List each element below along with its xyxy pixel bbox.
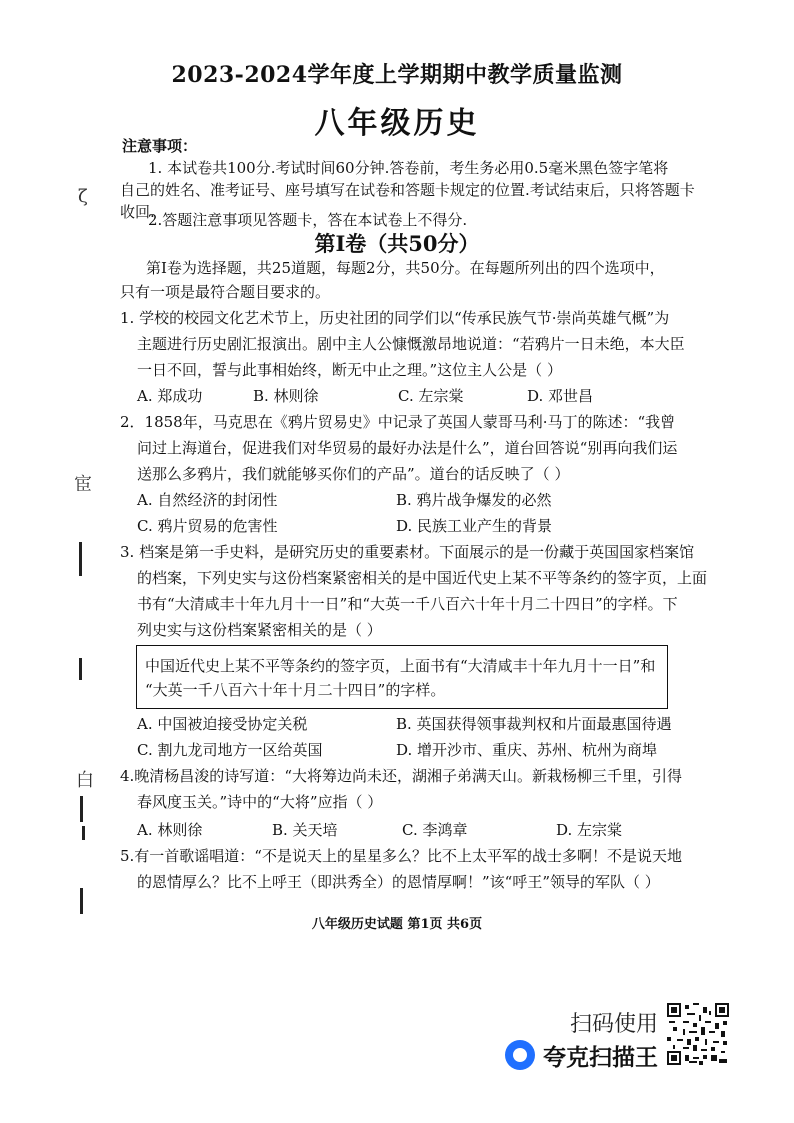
question-text: 的档案，下列史实与这份档案紧密相关的是中国近代史上某不平等条约的签字页，上面: [137, 569, 708, 587]
question-text: 书有“大清咸丰十年九月十一日”和“大英一千八百六十年十月二十四日”的字样。下: [137, 595, 678, 613]
question-text: 送那么多鸦片，我们就能够买你们的产品”。道台的话反映了（ ）: [137, 465, 570, 483]
section-title: 第Ⅰ卷（共50分）: [314, 231, 480, 256]
section-desc-a: 第Ⅰ卷为选择题，共25道题，每题2分，共50分。在每题所列出的四个选项中，: [146, 259, 665, 277]
subject-title: 八年级历史: [314, 106, 480, 141]
margin-bar: [82, 826, 85, 840]
option-a: A. 林则徐: [137, 821, 203, 839]
question-text: 问过上海道台，促进我们对华贸易的最好办法是什么”，道台回答说“别再向我们运: [137, 439, 678, 457]
brand-name: 夸克扫描王: [543, 1044, 658, 1071]
margin-mark: ζ: [78, 186, 88, 207]
question-text: 4.晚清杨昌浚的诗写道：“大将筹边尚未还，湖湘子弟满天山。新栽杨柳三千里，引得: [120, 767, 682, 785]
scanner-brand: [505, 1038, 658, 1072]
exam-title: 2023-2024学年度上学期期中教学质量监测: [171, 62, 623, 88]
option-c: C. 鸦片贸易的危害性: [137, 517, 278, 535]
question-text: 3. 档案是第一手史料，是研究历史的重要素材。下面展示的是一份藏于英国国家档案馆: [120, 543, 695, 561]
option-d: D. 增开沙市、重庆、苏州、杭州为商埠: [396, 741, 658, 759]
option-c: C. 左宗棠: [398, 387, 464, 405]
question-text: 一日不回，誓与此事相始终，断无中止之理。”这位主人公是（ ）: [137, 361, 562, 379]
option-b: B. 英国获得领事裁判权和片面最惠国待遇: [396, 715, 672, 733]
margin-bar: [79, 542, 82, 576]
margin-bar: [80, 796, 83, 822]
notes-line-1a: 1. 本试卷共100分.考试时间60分钟.答卷前，考生务必用0.5毫米黑色签字笔将: [148, 159, 669, 177]
option-b: B. 鸦片战争爆发的必然: [396, 491, 552, 509]
margin-mark: 白: [76, 770, 94, 791]
option-d: D. 左宗棠: [556, 821, 623, 839]
option-a: A. 自然经济的封闭性: [137, 491, 278, 509]
option-a: A. 中国被迫接受协定关税: [137, 715, 308, 733]
margin-mark: 宦: [74, 474, 92, 495]
question-text: 列史实与这份档案紧密相关的是（ ）: [137, 621, 382, 639]
page-footer: 八年级历史试题 第1页 共6页: [311, 917, 483, 932]
qr-code-icon[interactable]: [667, 1003, 729, 1065]
option-c: C. 李鸿章: [402, 821, 468, 839]
question-text: 春风度玉关。”诗中的“大将”应指（ ）: [137, 793, 383, 811]
question-text: 2．1858年，马克思在《鸦片贸易史》中记录了英国人蒙哥马利·马丁的陈述：“我曾: [120, 413, 676, 431]
section-desc-b: 只有一项是最符合题目要求的。: [120, 283, 331, 301]
notes-line-2: 2.答题注意事项见答题卡，答在本试卷上不得分.: [148, 211, 468, 229]
option-a: A. 郑成功: [137, 387, 203, 405]
option-d: D. 邓世昌: [527, 387, 594, 405]
option-d: D. 民族工业产生的背景: [396, 517, 553, 535]
notes-line-1b: 自己的姓名、准考证号、座号填写在试卷和答题卡规定的位置.考试结束后，只将答题卡: [120, 181, 695, 199]
notes-line-1c: 收回.: [120, 203, 155, 221]
option-c: C. 割九龙司地方一区给英国: [137, 741, 323, 759]
question-text: 1. 学校的校园文化艺术节上，历史社团的同学们以“传承民族气节·崇尚英雄气概”为: [120, 309, 670, 327]
scan-label: 扫码使用: [570, 1012, 659, 1037]
source-quote-box: [136, 645, 668, 709]
question-text: 5.有一首歌谣唱道：“不是说天上的星星多么？比不上太平军的战士多啊！不是说天地: [120, 847, 682, 865]
margin-bar: [80, 888, 83, 914]
brand-logo-icon: [505, 1040, 535, 1070]
option-b: B. 关天培: [272, 821, 338, 839]
quote-line: “大英一千八百六十年十月二十四日”的字样。: [145, 681, 446, 699]
margin-bar: [79, 658, 82, 680]
option-b: B. 林则徐: [253, 387, 319, 405]
notes-heading: 注意事项：: [122, 137, 198, 155]
question-text: 的恩情厚么？比不上呼王（即洪秀全）的恩情厚啊！”该“呼王”领导的军队（ ）: [137, 873, 660, 891]
quote-line: 中国近代史上某不平等条约的签字页，上面书有“大清咸丰十年九月十一日”和: [145, 657, 656, 675]
question-text: 主题进行历史剧汇报演出。剧中主人公慷慨激昂地说道：“若鸦片一日未绝，本大臣: [137, 335, 685, 353]
